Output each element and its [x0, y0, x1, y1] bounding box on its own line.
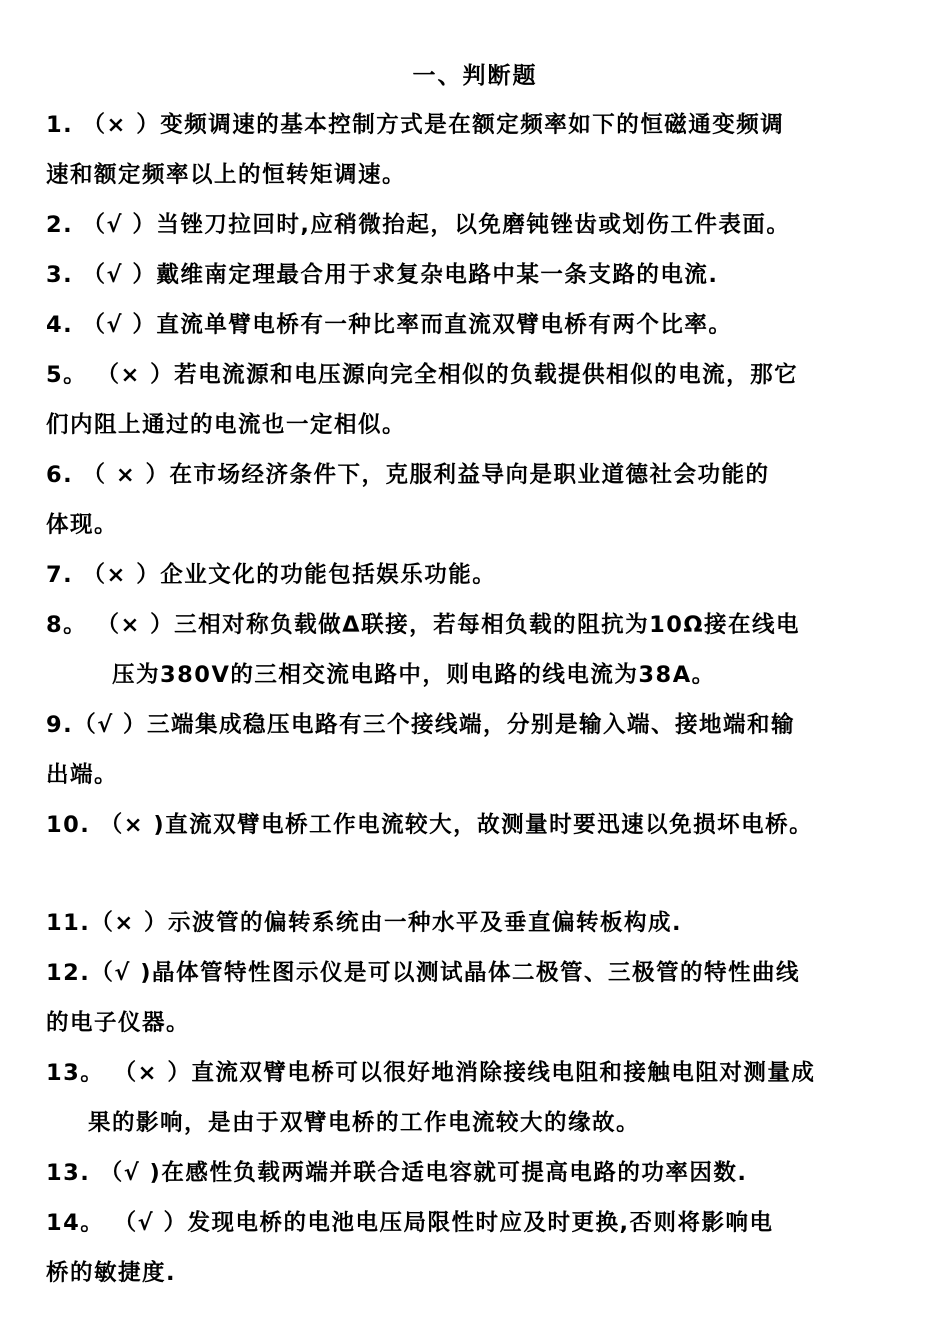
question-4: 4. （√ ）直流单臂电桥有一种比率而直流双臂电桥有两个比率。	[46, 312, 733, 338]
question-14-line-1: 14。 （√ ）发现电桥的电池电压局限性时应及时更换,否则将影响电	[46, 1210, 774, 1236]
question-9-line-1: 9.（√ ）三端集成稳压电路有三个接线端，分别是输入端、接地端和输	[46, 712, 796, 738]
question-13a-line-2: 果的影响，是由于双臂电桥的工作电流较大的缘故。	[88, 1110, 641, 1136]
question-12-line-2: 的电子仪器。	[46, 1010, 191, 1036]
question-6-line-1: 6. （ × ）在市场经济条件下，克服利益导向是职业道德社会功能的	[46, 462, 770, 488]
question-6-line-2: 体现。	[46, 512, 119, 538]
question-7: 7. （× ）企业文化的功能包括娱乐功能。	[46, 562, 497, 588]
question-10: 10. （× )直流双臂电桥工作电流较大，故测量时要迅速以免损坏电桥。	[46, 812, 814, 838]
question-5-line-2: 们内阻上通过的电流也一定相似。	[46, 412, 407, 438]
question-8-line-2: 压为380V的三相交流电路中，则电路的线电流为38A。	[112, 662, 716, 688]
question-12-line-1: 12.（√ )晶体管特性图示仪是可以测试晶体二极管、三极管的特性曲线	[46, 960, 800, 986]
question-5-line-1: 5。 （× ）若电流源和电压源向完全相似的负载提供相似的电流，那它	[46, 362, 799, 388]
question-8-line-1: 8。 （× ）三相对称负载做Δ联接，若每相负载的阻抗为10Ω接在线电	[46, 612, 801, 638]
section-title: 一、判断题	[412, 63, 538, 89]
question-2: 2. （√ ）当锉刀拉回时,应稍微抬起，以免磨钝锉齿或划伤工件表面。	[46, 212, 791, 238]
question-13b: 13. （√ )在感性负载两端并联合适电容就可提高电路的功率因数.	[46, 1160, 748, 1186]
question-11: 11.（× ）示波管的偏转系统由一种水平及垂直偏转板构成.	[46, 910, 683, 936]
question-13a-line-1: 13。 （× ）直流双臂电桥可以很好地消除接线电阻和接触电阻对测量成	[46, 1060, 816, 1086]
question-9-line-2: 出端。	[46, 762, 119, 788]
question-1-line-1: 1. （× ）变频调速的基本控制方式是在额定频率如下的恒磁通变频调	[46, 112, 785, 138]
question-1-line-2: 速和额定频率以上的恒转矩调速。	[46, 162, 407, 188]
question-3: 3. （√ ）戴维南定理最合用于求复杂电路中某一条支路的电流.	[46, 262, 719, 288]
question-14-line-2: 桥的敏捷度.	[46, 1260, 177, 1286]
